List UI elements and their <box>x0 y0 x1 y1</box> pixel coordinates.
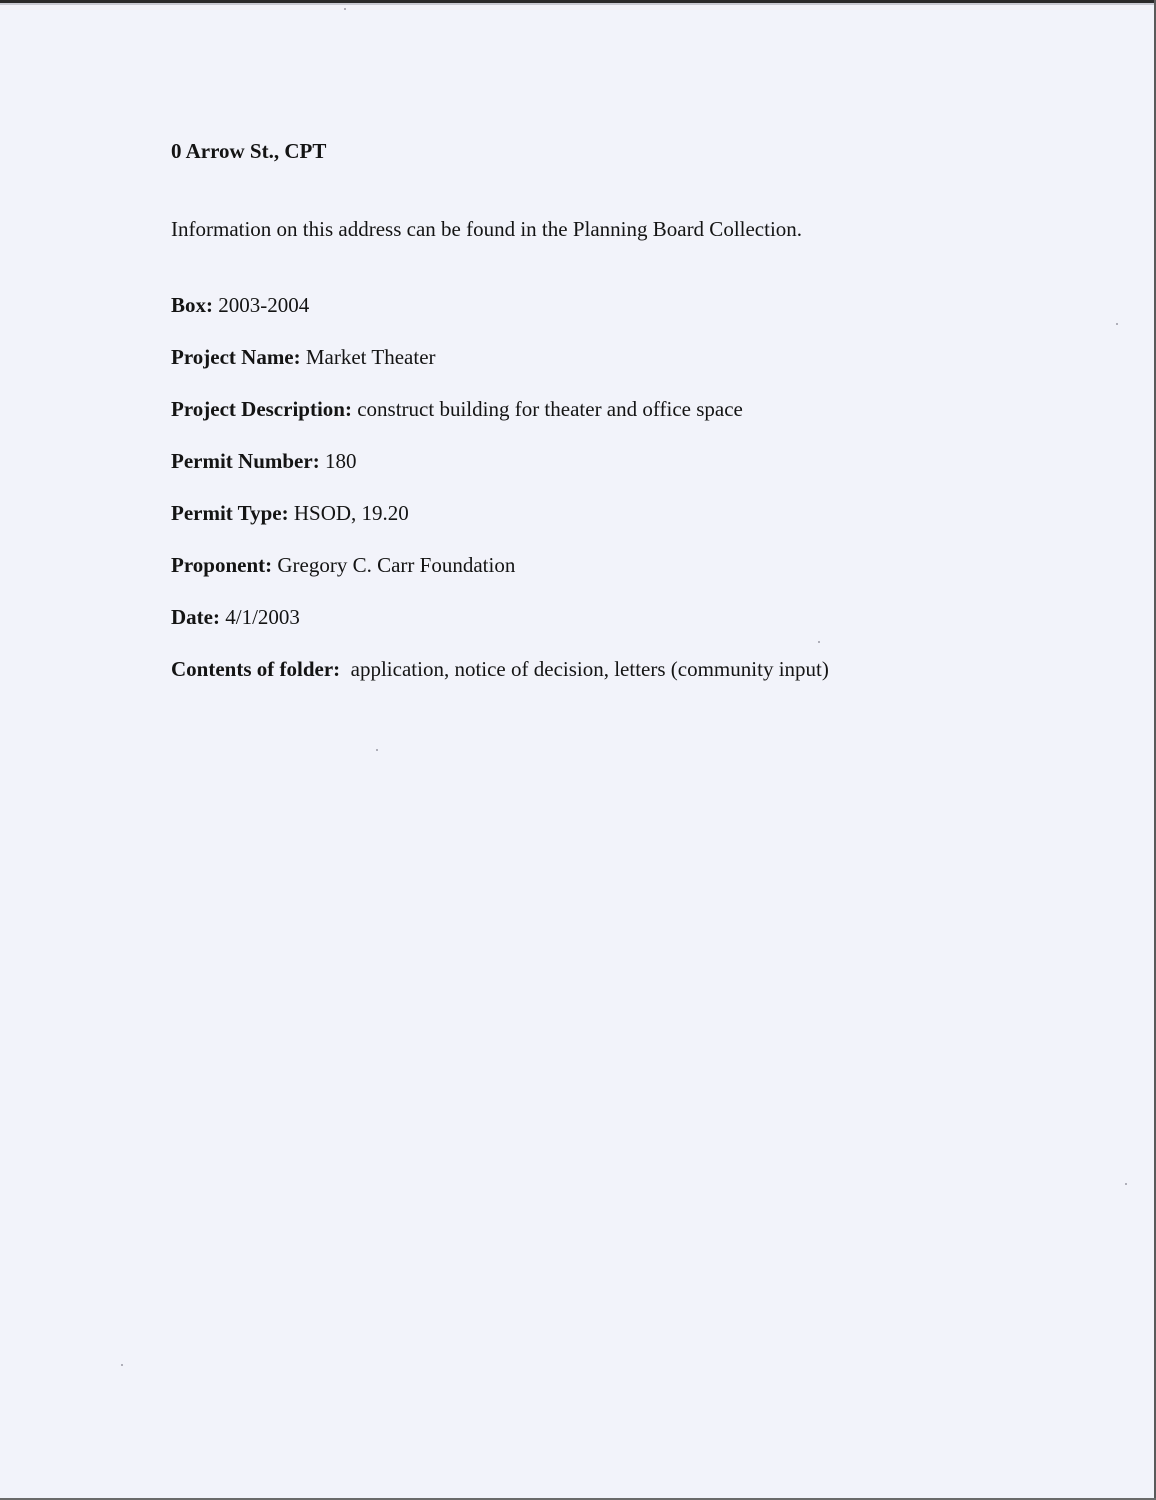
field-project-description <box>171 394 1111 424</box>
field-label: Box: <box>171 293 213 317</box>
field-value: HSOD, 19.20 <box>293 501 409 525</box>
field-date <box>171 602 1111 632</box>
intro-text: Information on this address can be found in the Planning Board Collection. <box>171 217 803 241</box>
field-proponent <box>171 550 1111 580</box>
field-label: Date: <box>171 605 220 629</box>
scan-speck <box>344 8 346 10</box>
field-value: construct building for theater and office space <box>357 397 743 421</box>
scan-speck <box>376 749 378 751</box>
field-value: 2003-2004 <box>218 293 310 317</box>
scan-speck <box>1125 1183 1127 1185</box>
field-label: Permit Type: <box>171 501 289 525</box>
field-value: 180 <box>324 449 357 473</box>
field-value: 4/1/2003 <box>225 605 300 629</box>
field-value: Market Theater <box>305 345 436 369</box>
field-value: Gregory C. Carr Foundation <box>277 553 516 577</box>
field-permit-number <box>171 446 1111 476</box>
field-label: Project Name: <box>171 345 301 369</box>
field-project-name <box>171 342 1111 372</box>
scan-speck <box>121 1364 123 1366</box>
field-permit-type <box>171 498 1111 528</box>
field-label: Contents of folder: <box>171 657 341 681</box>
field-label: Project Description: <box>171 397 352 421</box>
field-label: Permit Number: <box>171 449 320 473</box>
field-contents-of-folder <box>171 654 1111 684</box>
document-body <box>171 136 1111 684</box>
field-value: application, notice of decision, letters (community input) <box>350 657 829 681</box>
address-heading: 0 Arrow St., CPT <box>171 139 327 163</box>
field-label: Proponent: <box>171 553 273 577</box>
scan-edge-shadow <box>0 3 1156 5</box>
field-box <box>171 290 1111 320</box>
scan-speck <box>1116 323 1118 325</box>
